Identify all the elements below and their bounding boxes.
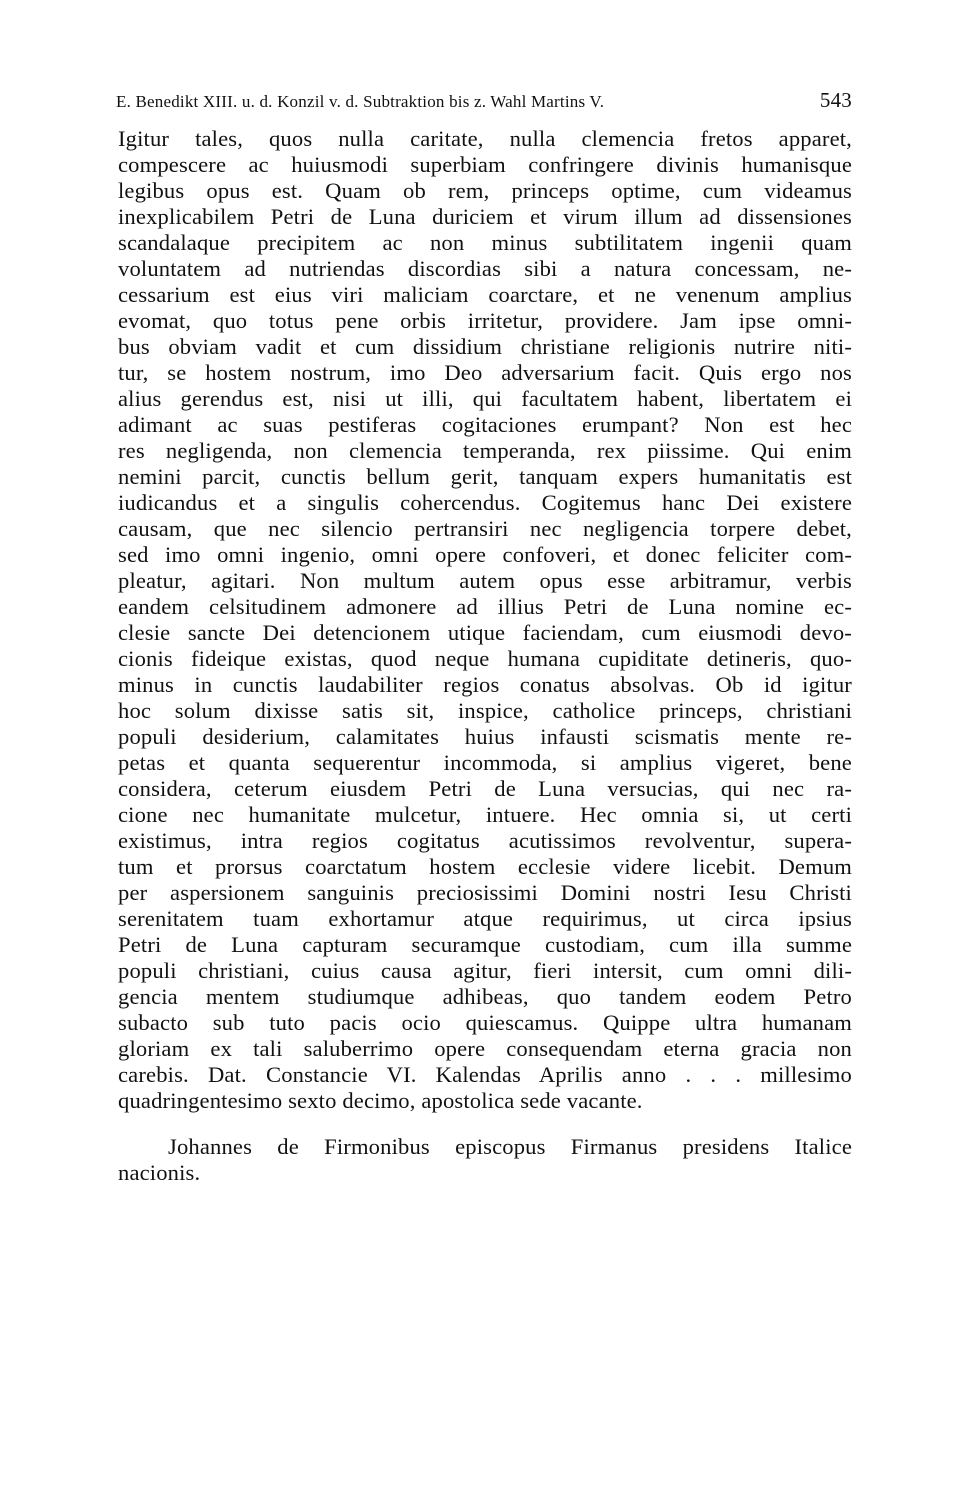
body-line: causam, que nec silencio pertransiri nec negligencia torpere debet, [118, 516, 852, 541]
body-line: res negligenda, non clemencia temperanda, rex piissime. Qui enim [118, 438, 852, 463]
signature-block [118, 1134, 852, 1186]
running-head [116, 88, 852, 126]
body-line: per aspersionem sanguinis preciosissimi Domini nostri Iesu Christi [118, 880, 852, 905]
body-line: cionis fideique existas, quod neque humana cupiditate detineris, quo- [118, 646, 852, 671]
body-line: nemini parcit, cunctis bellum gerit, tanquam expers humanitatis est [118, 464, 852, 489]
body-line: carebis. Dat. Constancie VI. Kalendas Aprilis anno . . . millesimo [118, 1062, 852, 1087]
body-line: tum et prorsus coarctatum hostem ecclesie videre licebit. Demum [118, 854, 852, 879]
body-line: serenitatem tuam exhortamur atque requirimus, ut circa ipsius [118, 906, 852, 931]
body-line: gloriam ex tali saluberrimo opere consequendam eterna gracia non [118, 1036, 852, 1061]
signature-line: Johannes de Firmonibus episcopus Firmanus presidens Italice [168, 1134, 852, 1159]
body-line: tur, se hostem nostrum, imo Deo adversarium facit. Quis ergo nos [118, 360, 852, 385]
body-line: compescere ac huiusmodi superbiam confringere divinis humanisque [118, 152, 852, 177]
body-text [118, 126, 852, 1114]
body-line: Igitur tales, quos nulla caritate, nulla clemencia fretos apparet, [118, 126, 852, 151]
body-line: subacto sub tuto pacis ocio quiescamus. Quippe ultra humanam [118, 1010, 852, 1035]
body-line: inexplicabilem Petri de Luna duriciem et virum illum ad dissensiones [118, 204, 852, 229]
body-line: minus in cunctis laudabiliter regios conatus absolvas. Ob id igitur [118, 672, 852, 697]
page-number: 543 [819, 88, 852, 112]
body-line: hoc solum dixisse satis sit, inspice, catholice princeps, christiani [118, 698, 852, 723]
signature-line: nacionis. [118, 1160, 201, 1185]
body-line: Petri de Luna capturam securamque custodiam, cum illa summe [118, 932, 852, 957]
body-line: legibus opus est. Quam ob rem, princeps optime, cum videamus [118, 178, 852, 203]
body-line: pleatur, agitari. Non multum autem opus esse arbitramur, verbis [118, 568, 852, 593]
body-line: eandem celsitudinem admonere ad illius Petri de Luna nomine ec- [118, 594, 852, 619]
body-line: bus obviam vadit et cum dissidium christiane religionis nutrire niti- [118, 334, 852, 359]
body-line: alius gerendus est, nisi ut illi, qui facultatem habent, libertatem ei [118, 386, 852, 411]
body-line: cessarium est eius viri maliciam coarctare, et ne venenum amplius [118, 282, 852, 307]
body-line: evomat, quo totus pene orbis irritetur, providere. Jam ipse omni- [118, 308, 852, 333]
body-line: quadringentesimo sexto decimo, apostolica sede vacante. [118, 1088, 643, 1113]
document-page [118, 88, 852, 1186]
body-line: cione nec humanitate mulcetur, intuere. Hec omnia si, ut certi [118, 802, 852, 827]
body-line: scandalaque precipitem ac non minus subtilitatem ingenii quam [118, 230, 852, 255]
body-line: adimant ac suas pestiferas cogitaciones erumpant? Non est hec [118, 412, 852, 437]
body-line: iudicandus et a singulis cohercendus. Cogitemus hanc Dei existere [118, 490, 852, 515]
running-head-title: E. Benedikt XIII. u. d. Konzil v. d. Subtraktion bis z. Wahl Martins V. [116, 92, 605, 111]
body-line: considera, ceterum eiusdem Petri de Luna versucias, qui nec ra- [118, 776, 852, 801]
body-line: populi christiani, cuius causa agitur, fieri intersit, cum omni dili- [118, 958, 852, 983]
body-line: clesie sancte Dei detencionem utique faciendam, cum eiusmodi devo- [118, 620, 852, 645]
body-line: existimus, intra regios cogitatus acutissimos revolventur, supera- [118, 828, 852, 853]
body-line: petas et quanta sequerentur incommoda, si amplius vigeret, bene [118, 750, 852, 775]
body-line: populi desiderium, calamitates huius infausti scismatis mente re- [118, 724, 852, 749]
body-line: gencia mentem studiumque adhibeas, quo tandem eodem Petro [118, 984, 852, 1009]
body-line: voluntatem ad nutriendas discordias sibi a natura concessam, ne- [118, 256, 852, 281]
body-line: sed imo omni ingenio, omni opere confoveri, et donec feliciter com- [118, 542, 852, 567]
